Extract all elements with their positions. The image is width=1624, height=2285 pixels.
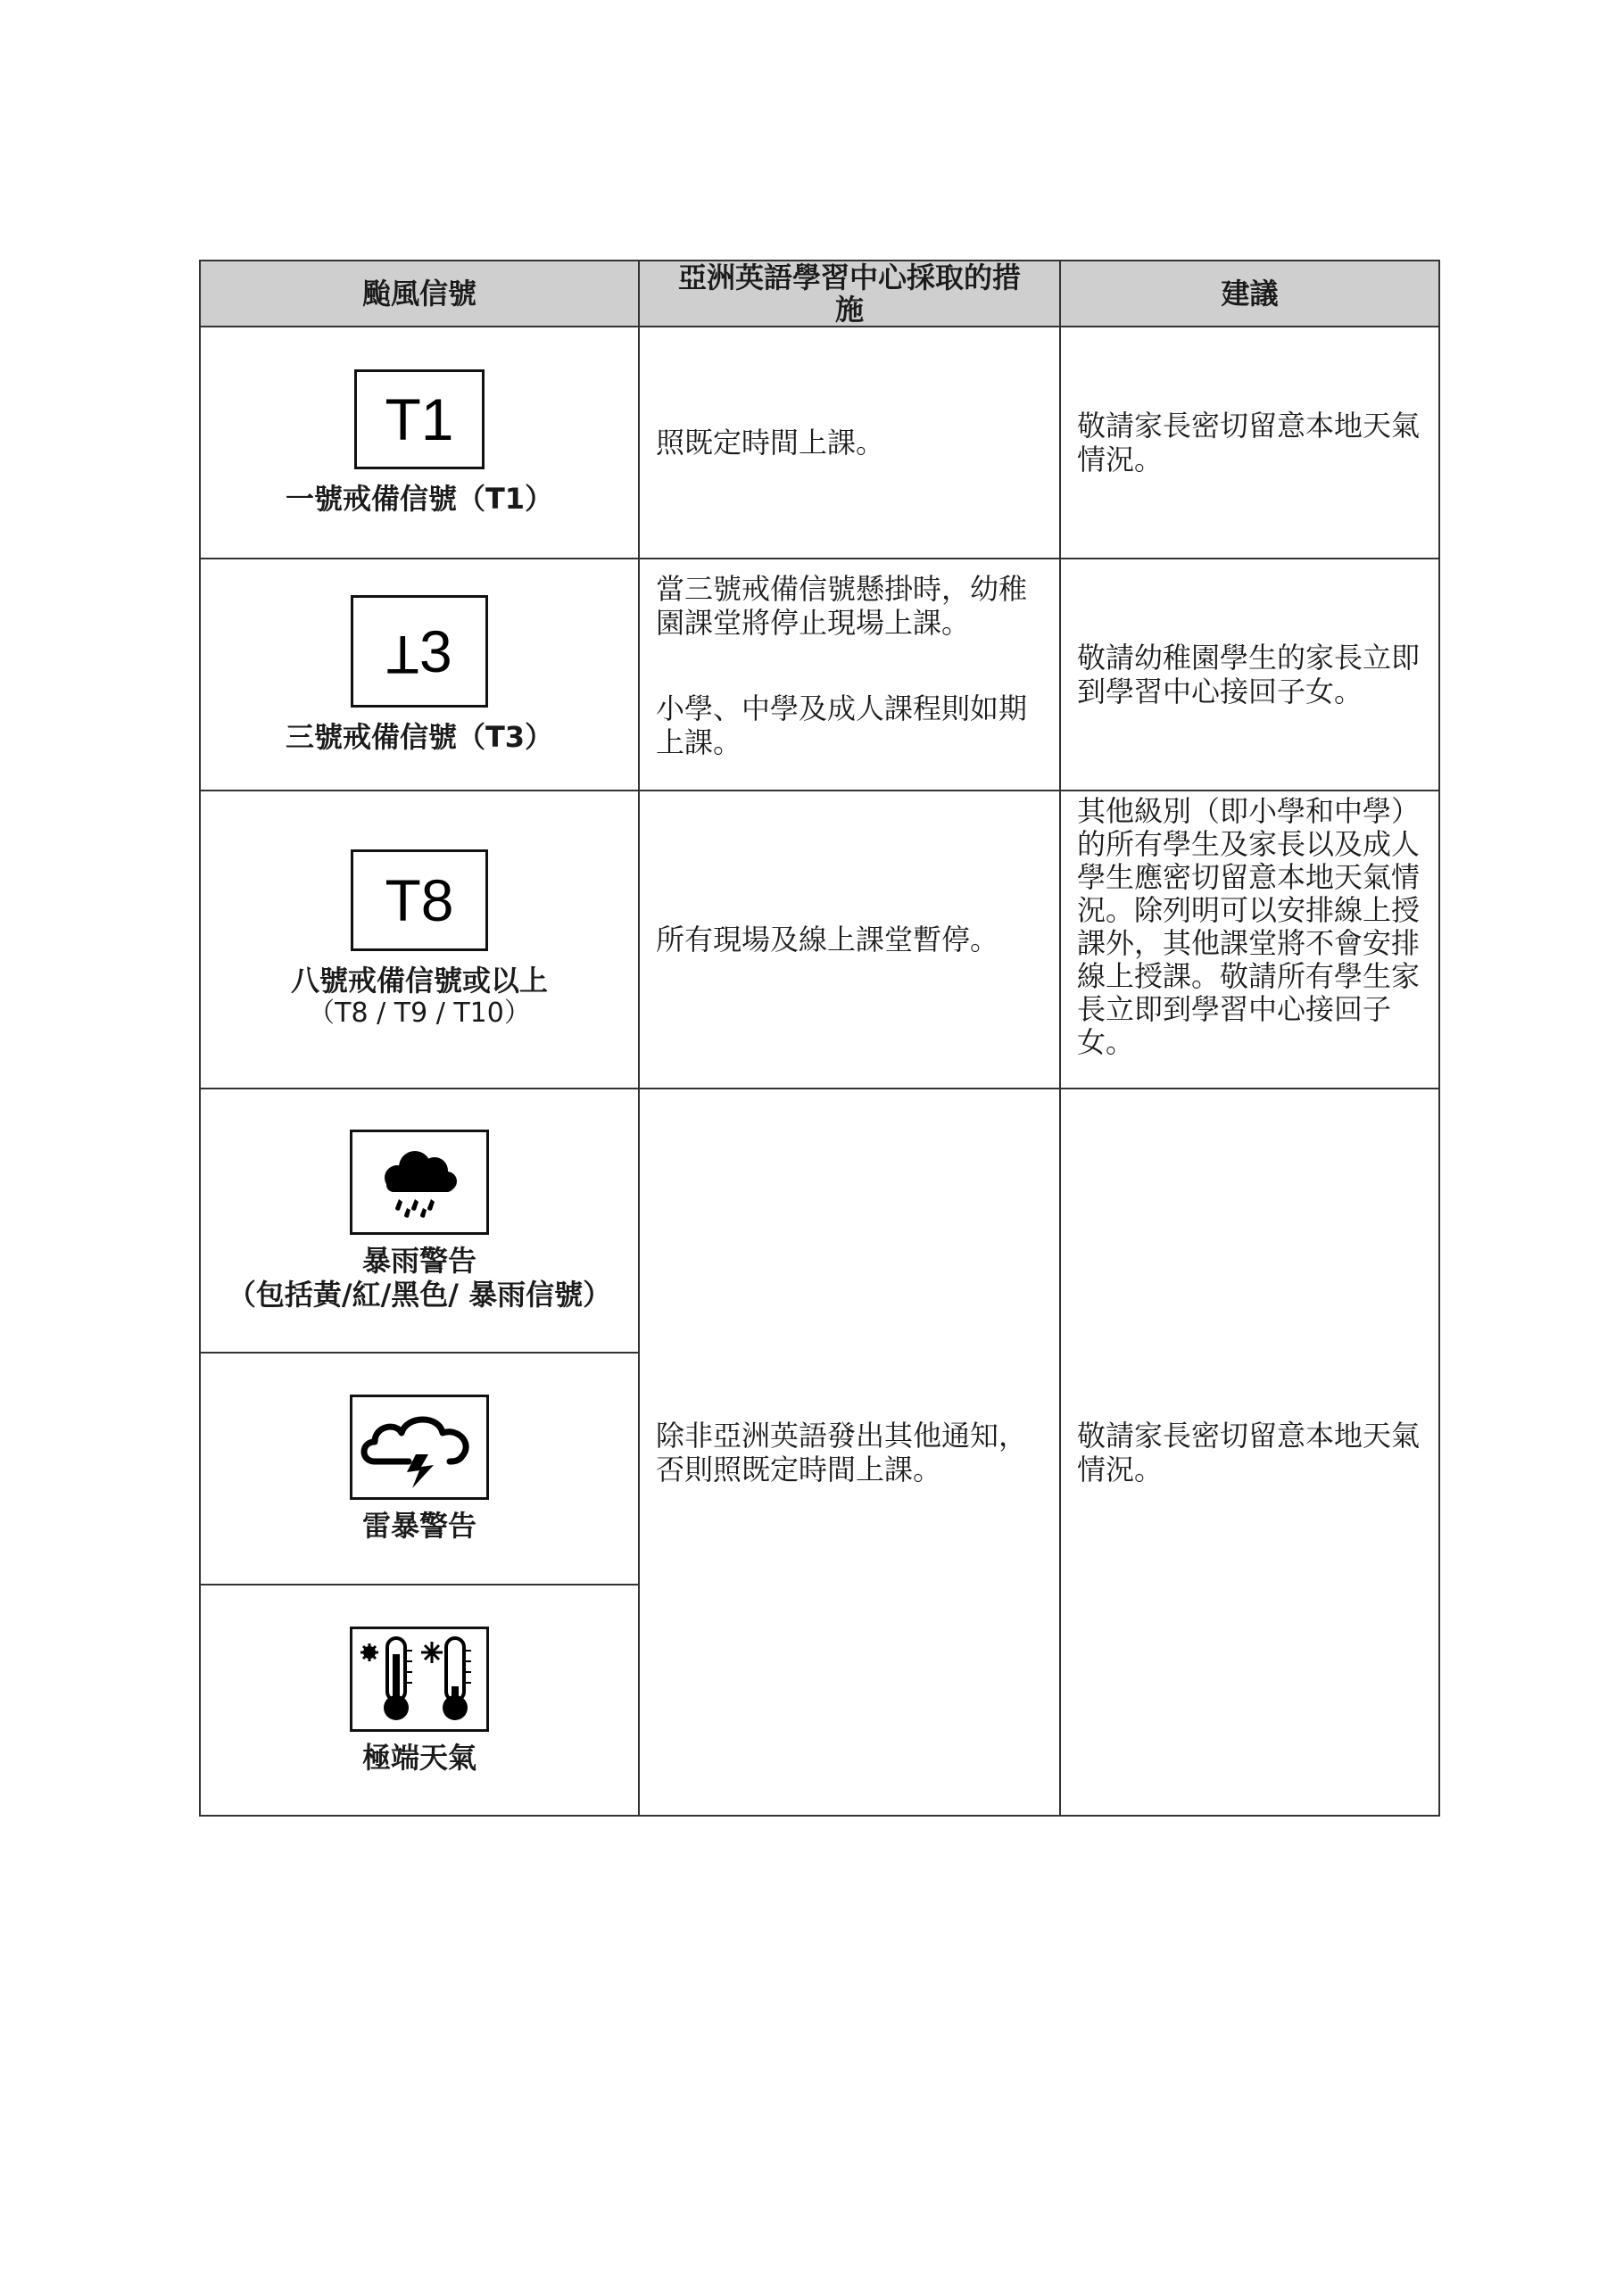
t8-advice: 其他級別（即小學和中學）的所有學生及家長以及成人學生應密切留意本地天氣情況。除列明可以安排線上授課外，其他課堂將不會安排線上授課。敬請所有學生家長立即到學習中心接回子女。 [1077,794,1421,1059]
header-measures-text: 亞洲英語學習中心採取的措施 [677,261,1021,327]
header-signal [199,260,640,327]
signal-cell-t3 [199,558,640,791]
t3-digit: 3 [418,618,452,684]
t8-label-line2: （T8 / T9 / T10） [308,998,531,1029]
measure-cell-t8 [638,790,1061,1089]
advice-cell-t1 [1059,326,1440,559]
t8-signal-box [351,849,488,951]
signal-cell-rainstorm [199,1088,640,1354]
t3-inverted-t: T [386,625,419,684]
rainstorm-icon-box [350,1130,489,1235]
advice-cell-t3 [1059,558,1440,791]
t1-measure: 照既定時間上課。 [656,426,885,459]
signal-cell-t1 [199,326,640,559]
extreme-weather-label: 極端天氣 [361,1740,476,1775]
thunderstorm-icon-box [350,1395,489,1500]
rain-cloud-icon [370,1142,468,1222]
header-advice-text: 建議 [1221,277,1279,310]
advice-cell-t8 [1059,790,1440,1089]
measure-cell-t3 [638,558,1061,791]
weather-advice: 敬請家長密切留意本地天氣情況。 [1077,1418,1421,1486]
extreme-weather-icon-box [350,1627,489,1732]
header-measures [638,260,1061,327]
rainstorm-sublabel: （包括黃/紅/黑色/ 暴雨信號） [227,1278,612,1312]
thunderstorm-icon [357,1403,482,1492]
t8-code: T8 [385,867,454,933]
rainstorm-label: 暴雨警告 [361,1244,476,1278]
t3-signal-box [351,595,488,708]
thermometer-hot-cold-icon [357,1633,482,1726]
t8-measure: 所有現場及線上課堂暫停。 [656,923,999,956]
typhoon-policy-table [199,260,1440,1817]
signal-cell-extreme [199,1584,640,1817]
advice-cell-weather [1059,1088,1440,1817]
signal-cell-t8 [199,790,640,1089]
t3-advice: 敬請幼稚園學生的家長立即到學習中心接回子女。 [1077,641,1421,708]
measure-cell-t1 [638,326,1061,559]
header-advice [1059,260,1440,327]
t3-label: 三號戒備信號（T3） [285,720,554,754]
t3-measure-p2: 小學、中學及成人課程則如期上課。 [656,691,1028,759]
thunderstorm-label: 雷暴警告 [361,1509,476,1543]
t1-advice: 敬請家長密切留意本地天氣情況。 [1077,409,1421,476]
header-signal-text: 颱風信號 [361,277,476,310]
measure-cell-weather [638,1088,1061,1817]
signal-cell-thunderstorm [199,1352,640,1585]
t1-code: T1 [385,386,454,452]
t8-label: 八號戒備信號或以上 [290,964,548,998]
t3-measure-p1: 當三號戒備信號懸掛時，幼稚園課堂將停止現場上課。 [656,572,1028,640]
weather-measure: 除非亞洲英語發出其他通知，否則照既定時間上課。 [656,1418,1028,1486]
t1-signal-box [354,369,485,469]
t1-label: 一號戒備信號（T1） [285,482,554,516]
